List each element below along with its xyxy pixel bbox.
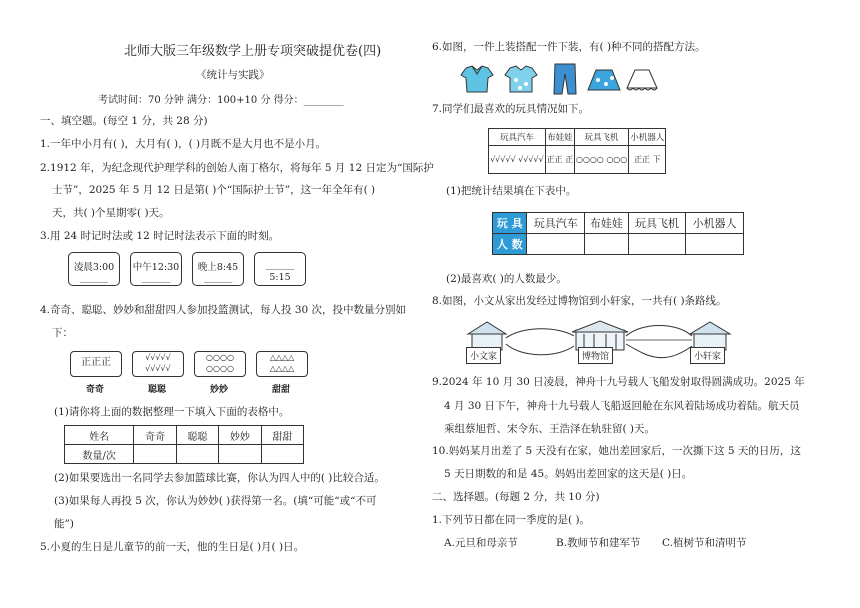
question-5: 5.小夏的生日是儿童节的前一天，他的生日是( )月( )日。 [40,541,305,553]
question-4-line1: 4.奇奇、聪聪、妙妙和甜甜四人参加投篮测试，每人投 30 次，投中数量分别如 [40,304,407,316]
page-subtitle: 《统计与实践》 [196,69,270,81]
pants-icon [552,62,578,96]
mc-question-1: 1.下列节日都在同一季度的是( )。 [432,514,591,526]
answer-cell[interactable] [686,234,744,255]
tally-box: 正正正 [70,351,122,377]
page-title: 北师大版三年级数学上册专项突破提优卷(四) [124,44,382,59]
section1-heading: 一、填空题。(每空 1 分，共 28 分) [40,115,208,127]
tally-cell: 正正 正 [545,146,574,174]
question-9-line3: 乘组蔡旭哲、宋令东、王浩泽在轨驻留( )天。 [444,423,656,435]
time-card: 凌晨3:00 ______ [68,252,120,286]
option-a[interactable]: A.元旦和母亲节 [444,537,518,549]
exam-info: 考试时间：70 分钟 满分：100+10 分 得分：________ [98,95,344,106]
table-header-cell: 小机器人 [686,213,744,234]
lace-skirt-icon [624,68,660,94]
table-header-cell: 玩具飞机 [628,213,686,234]
answer-cell[interactable] [219,445,261,464]
section2-heading: 二、选择题。(每题 2 分，共 10 分) [432,491,600,503]
question-10-line2: 5 天日期数的和是 45。妈妈出差回家的这天是( )日。 [444,468,693,480]
skirt-icon [586,68,622,94]
question-7-2: (2)最喜欢( )的人数最少。 [446,273,567,285]
question-7-1: (1)把统计结果填在下表中。 [446,185,577,197]
table-header-cell: 布娃娃 [545,129,574,146]
time-card: ______ 5:15 [254,252,306,286]
toy-tally-table [488,128,666,174]
question-9-line1: 9.2024 年 10 月 30 日凌晨，神舟十九号载人飞船发射取得圆满成功。2025 年 [432,376,805,388]
tally-name: 甜甜 [272,385,291,395]
dress-shirt-icon [504,64,538,94]
question-10-line1: 10.妈妈某月出差了 5 天没有在家，她出差回家后，一次撕下这 5 天的日历，这 [432,445,801,457]
table-header-cell: 玩具汽车 [489,129,546,146]
table-header-cell: 聪聪 [176,426,218,445]
tally-name: 妙妙 [210,385,229,395]
table-header-cell: 甜甜 [261,426,303,445]
tally-name: 奇奇 [86,385,105,395]
shirt-icon [460,64,494,94]
answer-cell[interactable] [261,445,303,464]
question-7: 7.同学们最喜欢的玩具情况如下。 [432,103,590,115]
question-8: 8.如图，小文从家出发经过博物馆到小轩家，一共有( )条路线。 [432,295,727,307]
table-header-cell: 小机器人 [629,129,666,146]
tally-cell: √√√√√ √√√√√ [489,146,546,174]
toy-count-table [492,212,744,255]
question-2-line1: 2.1912 年，为纪念现代护理学科的创始人南丁格尔，将每年 5 月 12 日定为“国际护 [40,162,434,174]
answer-cell[interactable] [527,234,585,255]
question-3: 3.用 24 时记时法或 12 时记时法表示下面的时刻。 [40,230,280,242]
tally-box: ○○○○ ○○○○ [194,351,246,377]
table-row-label: 人 数 [493,234,527,255]
question-2-line2: 士节”，2025 年 5 月 12 日是第( )个“国际护士节”，这一年全年有( ) [52,184,376,196]
tally-box: √√√√√ √√√√√ [132,351,184,377]
answer-cell[interactable] [585,234,629,255]
place-label-museum: 博物馆 [578,347,613,364]
time-card: 晚上8:45 ______ [192,252,244,286]
answer-cell[interactable] [134,445,176,464]
question-4-3-line1: (3)如果每人再投 5 次，你认为妙妙( )获得第一名。(填“可能“或“不可 [54,495,377,507]
table-header-cell: 姓名 [65,426,134,445]
place-label-xiaoxuan-home: 小轩家 [690,347,725,364]
question-4-line2: 下： [52,327,73,339]
table-header-cell: 妙妙 [219,426,261,445]
tally-box: △△△△ △△△△ [256,351,308,377]
table-header-cell: 玩具飞机 [574,129,629,146]
answer-cell[interactable] [628,234,686,255]
table-row-label: 数量/次 [65,445,134,464]
table-header-cell: 玩 具 [493,213,527,234]
table-header-cell: 奇奇 [134,426,176,445]
table-header-cell: 玩具汽车 [527,213,585,234]
question-4-1: (1)请你将上面的数据整理一下填入下面的表格中。 [54,406,290,418]
question-4-3-line2: 能”) [54,518,74,530]
answer-cell[interactable] [176,445,218,464]
place-label-xiaowen-home: 小文家 [466,347,501,364]
question-4-2: (2)如果要选出一名同学去参加篮球比赛，你认为四人中的( )比较合适。 [54,472,385,484]
time-card: 中午12:30 ______ [130,252,182,286]
option-c[interactable]: C.植树节和清明节 [662,537,747,549]
shot-count-table [64,425,304,464]
option-b[interactable]: B.教师节和建军节 [556,537,641,549]
table-header-cell: 布娃娃 [585,213,629,234]
question-6: 6.如图，一件上装搭配一件下装，有( )种不同的搭配方法。 [432,41,706,53]
question-9-line2: 4 月 30 日下午，神舟十九号载人飞船返回舱在东风着陆场成功着陆。航天员 [444,400,800,412]
tally-cell: ○○○○ ○○○ [574,146,629,174]
tally-cell: 正正 下 [629,146,666,174]
tally-name: 聪聪 [148,385,167,395]
question-2-line3: 天，共( )个星期零( )天。 [52,207,170,219]
question-1: 1.一年中小月有( )，大月有( )，( )月既不是大月也不是小月。 [40,138,327,150]
